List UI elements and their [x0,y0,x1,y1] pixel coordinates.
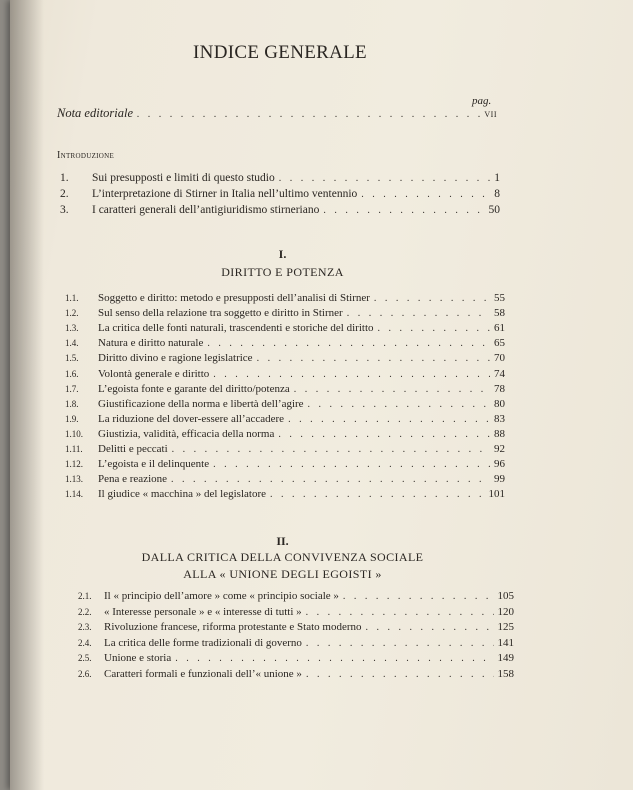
toc-entry [65,458,505,470]
toc-entry [65,443,505,455]
entry-number: 2.3. [78,622,92,632]
entry-page: 149 [497,652,514,664]
entry-page: 141 [497,636,514,649]
entry-number: 1.2. [65,308,79,319]
entry-number: 2.2. [78,606,92,617]
entry-page: 70 [494,352,505,365]
pag-column-label: pag. [472,95,492,107]
entry-text: Caratteri formali e funzionali dell’« unione » [104,667,302,680]
entry-text: L’interpretazione di Stirner in Italia nell’ultimo ventennio [92,188,358,200]
entry-number: 1.12. [65,459,83,470]
leader-dots [343,591,494,602]
entry-number: 1. [60,172,69,184]
entry-page: 101 [488,488,505,501]
leader-dots [213,459,490,470]
entry-text: Delitti e peccati [98,443,168,455]
entry-text: L’egoista fonte e garante del diritto/potenza [98,382,290,395]
leader-dots [374,293,490,304]
toc-entry [65,398,505,410]
entry-text: Giustizia, validità, efficacia della norma [98,427,275,440]
leader-dots [308,399,490,410]
entry-text: Unione e storia [104,652,172,664]
entry-page: 88 [494,427,505,440]
toc-entry [65,292,505,304]
leader-dots [270,489,485,500]
entry-number: 1.5. [65,353,79,364]
entry-page: 78 [494,382,505,395]
entry-page: 65 [494,337,505,350]
entry-number: 2.5. [78,653,92,663]
leader-dots [175,653,493,664]
toc-entry [78,590,514,602]
section-2-title-line-1: DALLA CRITICA DELLA CONVIVENZA SOCIALE [141,550,424,564]
toc-entry [65,337,505,349]
leader-dots [347,308,490,319]
toc-entry [60,172,500,184]
entry-number: 2.4. [78,637,92,648]
entry-text: Volontà generale e diritto [98,367,210,380]
leader-dots [306,669,494,680]
toc-entry [65,383,505,395]
entry-page: 74 [494,367,505,380]
entry-number: 2.6. [78,668,92,679]
toc-entry [65,368,505,380]
entry-number: 1.6. [65,368,79,379]
entry-number: 1.7. [65,383,79,394]
toc-entry [78,621,514,633]
section-1-title: DIRITTO E POTENZA [221,265,344,279]
toc-entry [65,473,505,485]
entry-page: 58 [494,307,505,320]
leader-dots [257,353,490,364]
leader-dots [361,189,490,200]
leader-dots [137,109,480,120]
entry-page: 50 [488,204,500,216]
entry-number: 1.14. [65,489,83,500]
leader-dots [172,444,490,455]
entry-number: 1.4. [65,338,79,349]
leader-dots [171,474,490,485]
toc-entry [65,488,505,500]
leader-dots [366,622,494,633]
section-2-title-line-2: ALLA « UNIONE DEGLI EGOISTI » [183,567,382,581]
leader-dots [378,323,491,334]
entry-text: Diritto divino e ragione legislatrice [98,352,253,365]
leader-dots [288,414,490,425]
leader-dots [279,173,491,184]
entry-page: 99 [494,473,505,486]
entry-page: 61 [494,322,505,335]
leader-dots [323,205,484,216]
section-2-number: II. [276,534,289,548]
page-title: INDICE GENERALE [193,42,367,63]
toc-entry [65,322,505,334]
toc-entry [78,668,514,680]
leader-dots [278,429,490,440]
leader-dots [306,638,494,649]
entry-number: 1.8. [65,398,79,409]
entry-text: L’egoista e il delinquente [98,458,210,471]
leader-dots [294,384,490,395]
entry-number: 1.1. [65,293,79,303]
entry-page: VII [484,110,497,119]
entry-number: 1.13. [65,474,83,485]
entry-text: La critica delle forme tradizionali di governo [104,636,302,649]
entry-number: 1.3. [65,323,79,334]
entry-number: 1.10. [65,428,83,439]
introduzione-heading: Introduzione [57,150,115,161]
entry-text: I caratteri generali dell’antigiuridismo stirneriano [92,204,320,216]
entry-text: La critica delle fonti naturali, trascendenti e storiche del diritto [98,322,374,335]
toc-entry [65,413,505,425]
entry-text: « Interesse personale » e « interesse di tutti » [104,605,302,618]
toc-entry [78,637,514,649]
entry-page: 80 [494,397,505,410]
entry-page: 92 [494,443,505,455]
entry-page: 8 [494,188,500,200]
entry-text: Il giudice « macchina » del legislatore [98,488,266,501]
entry-text: Rivoluzione francese, riforma protestante e Stato moderno [104,621,362,633]
toc-entry [65,307,505,319]
entry-text: Giustificazione della norma e libertà dell’agire [98,397,304,410]
entry-number: 1.9. [65,413,79,424]
entry-number: 2.1. [78,591,92,601]
entry-text: Natura e diritto naturale [98,337,204,350]
entry-text: Soggetto e diritto: metodo e presupposti dell’analisi di Stirner [98,292,370,304]
entry-page: 105 [497,590,514,602]
toc-entry [65,428,505,440]
entry-number: 1.11. [65,444,83,454]
leader-dots [306,607,494,618]
leader-dots [213,369,490,380]
toc-entry [78,606,514,618]
entry-text: La riduzione del dover-essere all’accadere [98,412,285,425]
toc-entry [78,652,514,664]
entry-page: 158 [497,667,514,680]
section-1-number: I. [278,247,287,261]
entry-page: 83 [494,412,505,425]
entry-page: 55 [494,292,505,304]
entry-page: 96 [494,458,505,471]
entry-page: 1 [494,172,500,184]
entry-page: 120 [497,605,514,618]
toc-entry [65,352,505,364]
entry-number: 3. [60,204,69,216]
entry-text: Sui presupposti e limiti di questo studio [92,172,275,184]
entry-text: Pena e reazione [98,473,168,486]
book-page [10,0,633,790]
toc-entry [60,188,500,200]
entry-text: Il « principio dell’amore » come « principio sociale » [104,590,339,602]
entry-text: Nota editoriale [57,106,134,120]
entry-text: Sul senso della relazione tra soggetto e diritto in Stirner [98,307,343,320]
nota-editoriale-entry [57,106,497,121]
entry-page: 125 [497,621,514,633]
entry-number: 2. [60,188,69,200]
toc-entry [60,204,500,216]
page-gutter-shadow [10,0,44,790]
leader-dots [207,338,490,349]
